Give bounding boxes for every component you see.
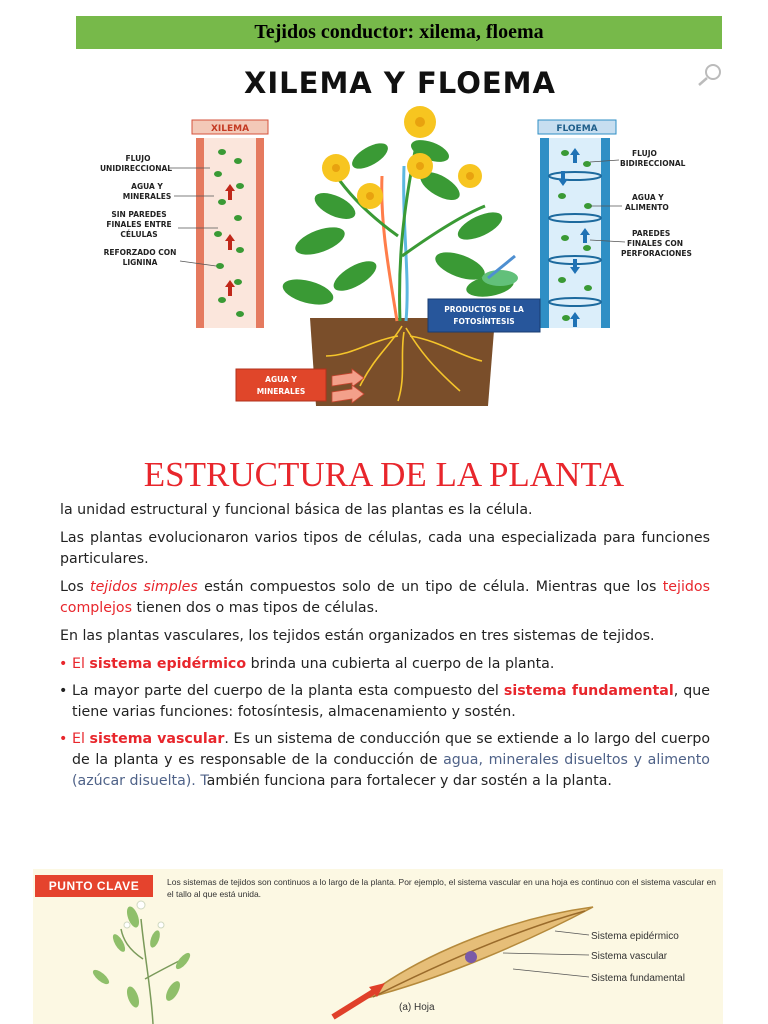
floema-label: PAREDES xyxy=(632,229,671,238)
header-title: Tejidos conductor: xilema, floema xyxy=(254,21,544,43)
agua-label: AGUA Y xyxy=(265,375,297,384)
xilema-label: UNIDIRECCIONAL xyxy=(99,164,173,173)
xilema-label: FINALES ENTRE xyxy=(106,220,172,229)
bullet-icon: • xyxy=(59,656,68,672)
floema-label: PERFORACIONES xyxy=(621,249,692,258)
highlight-term: sistema vascular xyxy=(89,731,225,747)
leaf-diagram-label: Sistema vascular xyxy=(591,951,668,962)
leaf-diagram-label: Sistema epidérmico xyxy=(591,931,679,942)
xilema-label: LIGNINA xyxy=(122,258,158,267)
floema-tube xyxy=(540,138,610,328)
xilema-label: REFORZADO CON xyxy=(103,248,177,257)
xilema-label: CÉLULAS xyxy=(120,230,158,239)
xilema-tag: XILEMA xyxy=(210,124,250,134)
highlight-term: sistema fundamental xyxy=(503,683,674,699)
punto-clave-label: PUNTO CLAVE xyxy=(35,875,153,897)
list-item: • El sistema epidérmico brinda una cubierta al cuerpo de la planta. xyxy=(60,654,710,675)
paragraph: Los tejidos simples están compuestos solo de un tipo de célula. Mientras que los tejidos complejos tienen dos o mas tipos de células. xyxy=(60,579,710,616)
paragraph: En las plantas vasculares, los tejidos están organizados en tres sistemas de tejidos. xyxy=(60,628,655,644)
xilema-label: SIN PAREDES xyxy=(111,210,167,219)
productos-label: FOTOSÍNTESIS xyxy=(453,317,515,326)
highlight-term: tejidos complejos xyxy=(60,579,710,616)
xilema-label: AGUA Y xyxy=(131,182,163,191)
plant-illustration xyxy=(280,106,518,406)
section-body xyxy=(60,500,710,798)
xilema-tube xyxy=(196,138,264,328)
xilema-label: FLUJO xyxy=(125,154,151,163)
productos-label: PRODUCTOS DE LA xyxy=(444,305,524,314)
paragraph: Las plantas evolucionaron varios tipos de células, cada una especializada para funciones particulares. xyxy=(60,530,710,567)
xilema-floema-figure xyxy=(99,56,740,408)
floema-label: FLUJO xyxy=(632,149,657,158)
bullet-icon: • xyxy=(59,731,68,747)
floema-label: FINALES CON xyxy=(627,239,684,248)
section-title: ESTRUCTURA DE LA PLANTA xyxy=(143,455,625,494)
floema-label: ALIMENTO xyxy=(625,203,669,212)
highlight-term: sistema epidérmico xyxy=(89,656,247,672)
floema-label: BIDIRECCIONAL xyxy=(620,159,686,168)
leaf-diagram-caption: (a) Hoja xyxy=(399,1002,435,1013)
figure-title: XILEMA Y FLOEMA xyxy=(244,66,556,100)
list-item: • El sistema vascular. Es un sistema de conducción que se extiende a lo largo del cuerpo de la planta y es responsable de la conducción de agua, minerales disueltos y alimento (azúcar disuelta). También funciona para fortalecer y dar sostén a la planta. xyxy=(59,731,710,789)
bullet-icon: • xyxy=(59,683,68,699)
highlight-term: agua, minerales disueltos y alimento (azúcar disuelta). T xyxy=(72,752,710,789)
xilema-label: MINERALES xyxy=(122,192,172,201)
leaf-diagram-label: Sistema fundamental xyxy=(591,973,685,984)
floema-tag: FLOEMA xyxy=(556,124,598,134)
highlight-term: tejidos simples xyxy=(90,579,198,595)
header-bar xyxy=(76,16,722,49)
floema-label: AGUA Y xyxy=(632,193,664,202)
agua-label: MINERALES xyxy=(256,387,306,396)
magnifier-icon xyxy=(696,62,724,88)
paragraph: la unidad estructural y funcional básica de las plantas es la célula. xyxy=(60,502,533,518)
punto-clave-text: Los sistemas de tejidos son continuos a lo largo de la planta. Por ejemplo, el sistema vascular en una hoja es continuo con el sistema vascular en el tallo al que está unida. xyxy=(167,877,717,899)
list-item: • La mayor parte del cuerpo de la planta esta compuesto del sistema fundamental, que tiene varias funciones: fotosíntesis, almacenamiento y sostén. xyxy=(59,683,711,720)
punto-clave-figure xyxy=(33,869,723,1024)
